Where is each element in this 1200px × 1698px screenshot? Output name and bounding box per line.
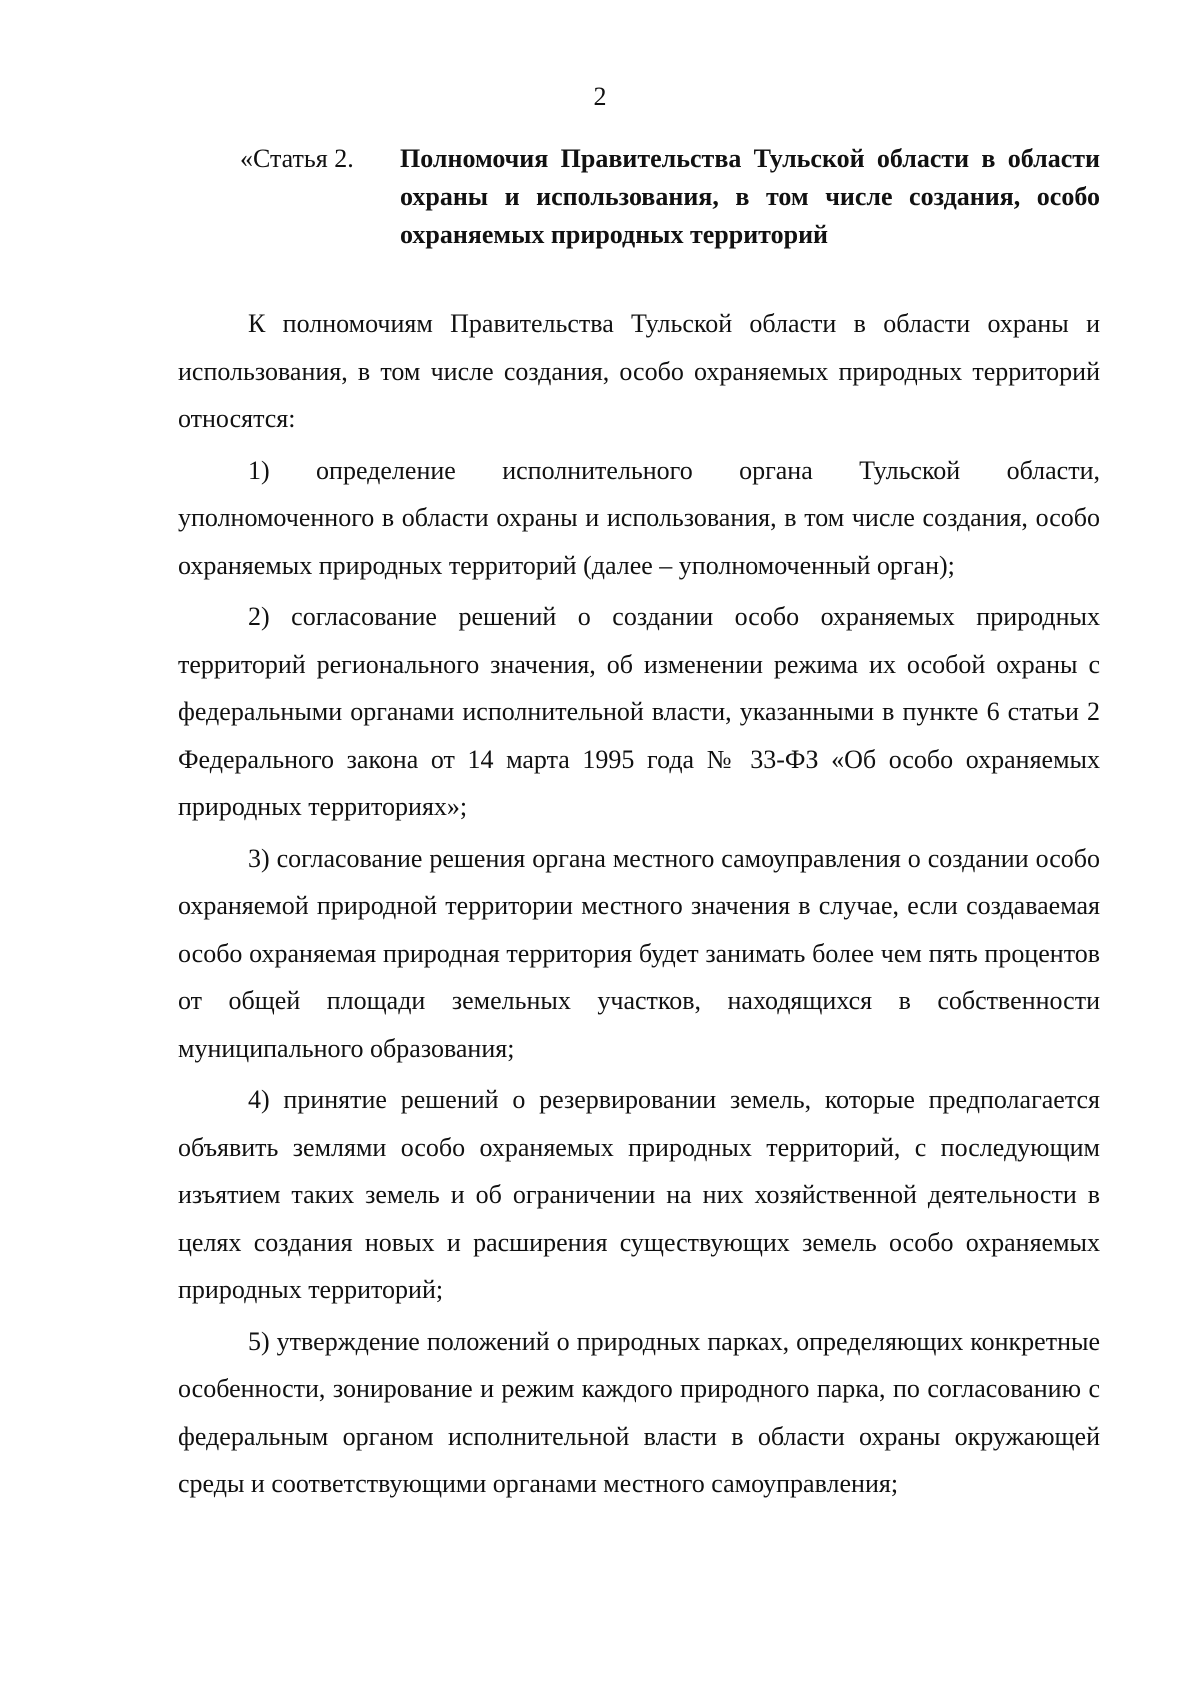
list-item-4: 4) принятие решений о резервировании земель, которые предполагается объявить землями особо охраняемых природных территорий, с последующим изъятием таких земель и об ограничении на них хозяйственной деятельности в целях создания новых и расширения существующих земель особо охраняемых природных территорий; [178, 1085, 1100, 1304]
intro-paragraph: К полномочиям Правительства Тульской области в области охраны и использования, в том числе создания, особо охраняемых природных территорий относятся: [178, 309, 1100, 433]
article-label: «Статья 2. [240, 144, 354, 173]
list-item-5: 5) утверждение положений о природных парках, определяющих конкретные особенности, зонирование и режим каждого природного парка, по согласованию с федеральным органом исполнительной власти в области охраны окружающей среды и соответствующими органами местного самоуправления; [178, 1326, 1100, 1498]
article-title: Полномочия Правительства Тульской области в области охраны и использования, в том числе создания, особо охраняемых природных территорий [400, 144, 1100, 249]
list-item-2: 2) согласование решений о создании особо охраняемых природных территорий регионального значения, об изменении режима их особой охраны с федеральными органами исполнительной власти, указанными в пункте 6 статьи 2 Федерального закона от 14 марта 1995 года № 33-ФЗ «Об особо охраняемых природных территориях»; [178, 602, 1100, 821]
list-item-3: 3) согласование решения органа местного самоуправления о создании особо охраняемой природной территории местного значения в случае, если создаваемая особо охраняемая природная территория будет занимать более чем пять процентов от общей площади земельных участков, находящихся в собственности муниципального образования; [178, 843, 1100, 1063]
article-heading [240, 140, 1100, 254]
page-number: 2 [593, 82, 607, 111]
list-item-1: 1) определение исполнительного органа Тульской области, уполномоченного в области охраны и использования, в том числе создания, особо охраняемых природных территорий (далее – уполномоченный орган); [178, 455, 1100, 580]
article-body [178, 300, 1100, 1512]
